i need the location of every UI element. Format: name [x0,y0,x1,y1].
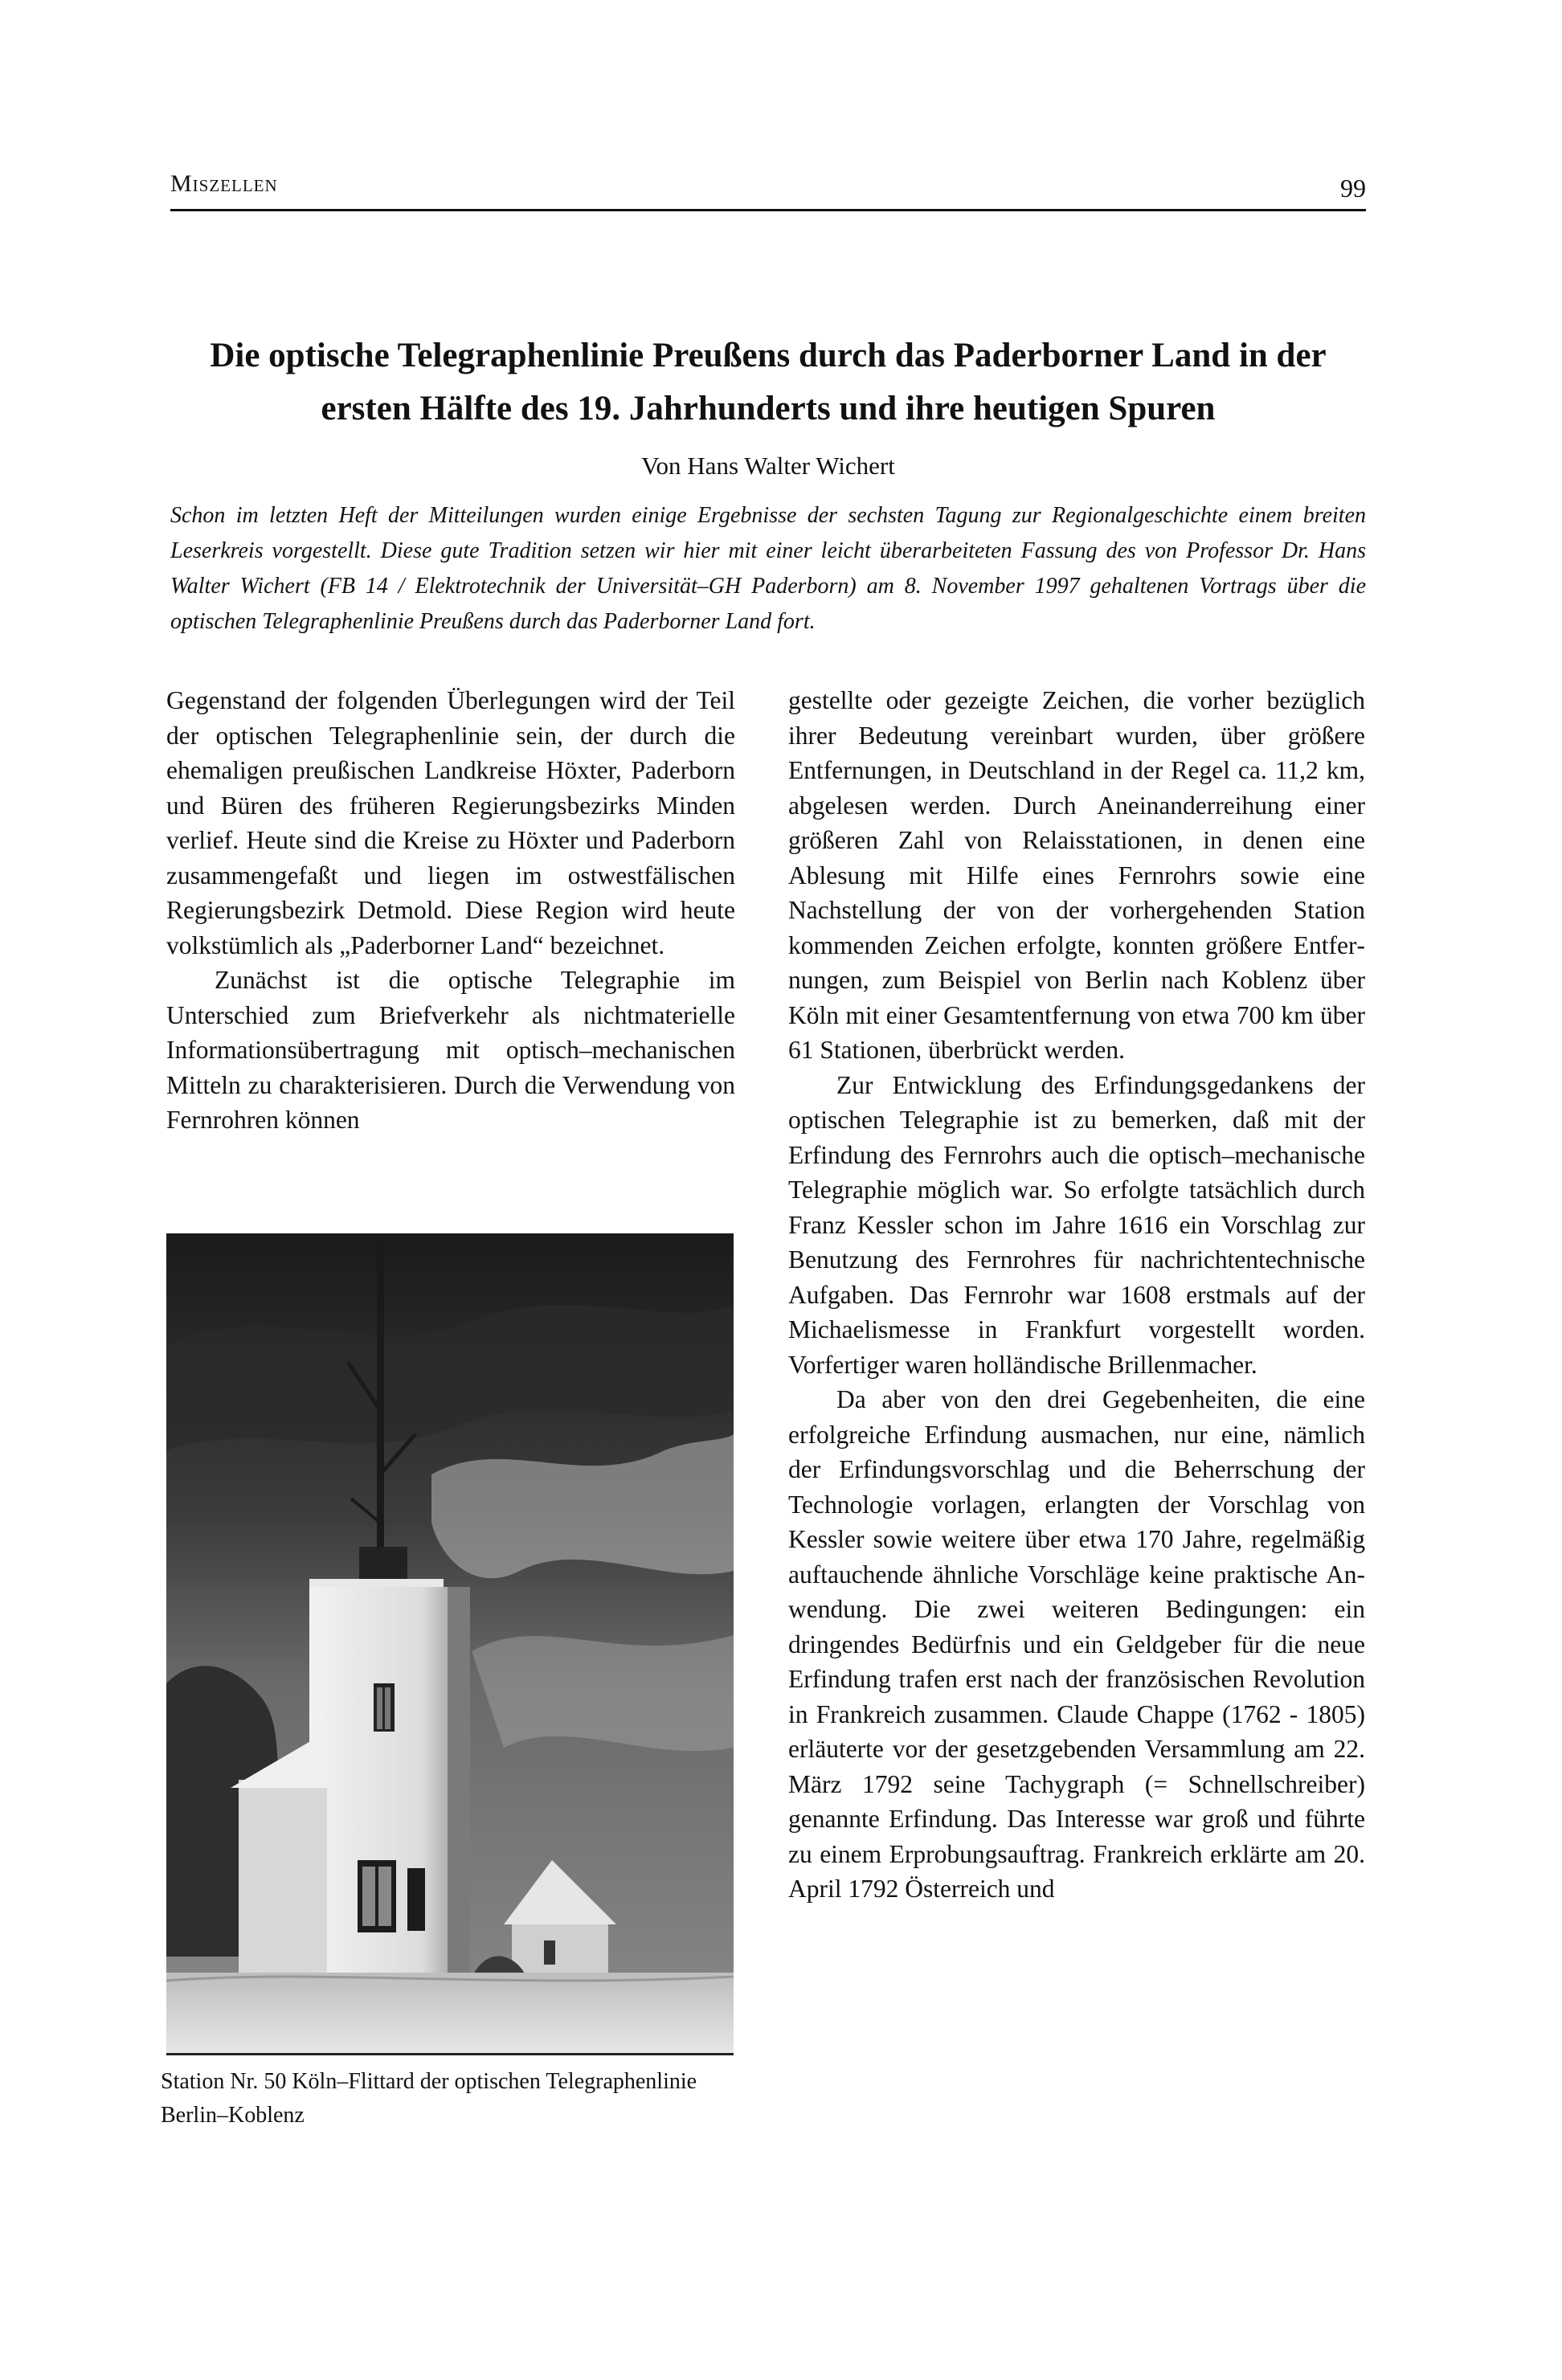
byline: Von Hans Walter Wichert [641,452,895,480]
station-photo-image [166,1233,734,2053]
station-photo [166,1233,734,2055]
article-title [170,329,1366,436]
paragraph: Da aber von den drei Gegebenheiten, die eine erfolgreiche Erfindung ausmachen, nur eine, nämlich der Erfindungsvorschlag und die Beherrschung der Technologie vorlagen, erlangten der Vorschlag von Kessler sowie weitere über etwa 170 Jahre, regelmäßig auftauchende ähnliche Vorschläge keine praktische Anwendung. Die zwei weiteren Bedingungen: ein dringendes Bedürfnis und ein Geldgeber für die neue Erfindung trafen erst nach der französischen Revolution in Frankreich zusammen. Claude Chappe (1762 - 1805) erläuterte vor der gesetzgebenden Versammlung am 22. März 1792 seine Tachygraph (= Schnellschreiber) genannte Erfindung. Das Interesse war groß und führte zu einem Erprobungsauftrag. Frankreich erklärte am 20. April 1792 Österreich und [788,1385,1365,1903]
section-title: Miszellen [170,170,278,197]
paragraph: Zunächst ist die optische Telegraphie im Unterschied zum Briefverkehr als nichtmaterielle Informationsübertragung mit optisch–mechanischen Mitteln zu charakterisieren. Durch die Verwendung von Fernrohren können [166,966,735,1134]
paragraph: Zur Entwicklung des Erfindungsgedankens der optischen Telegraphie ist zu bemerken, daß mit der Erfindung des Fernrohrs auch die optisch–mechanische Telegraphie möglich war. So erfolgte tatsächlich durch Franz Kessler schon im Jahre 1616 ein Vorschlag zur Benutzung des Fernrohres für nachrichtentechnische Aufgaben. Das Fernrohr war 1608 erstmals auf der Michaelismesse in Frankfurt vorgestellt worden. Vorfertiger waren holländische Brillenmacher. [788,1070,1365,1379]
figure-caption: Station Nr. 50 Köln–Flittard der optischen Telegraphenlinie Berlin–Koblenz [161,2069,697,2128]
paragraph: gestellte oder gezeigte Zeichen, die vorher bezüglich ihrer Bedeutung vereinbart wurden, über größere Entfernungen, in Deutschland in der Regel ca. 11,2 km, abgelesen werden. Durch Aneinanderreihung einer größeren Zahl von Relaisstationen, in denen eine Ablesung mit Hilfe eines Fernrohrs sowie eine Nachstellung der von der vorhergehenden Station kommenden Zeichen erfolgte, konnten größere Entfernungen, zum Beispiel von Berlin nach Koblenz über Köln mit einer Gesamtentfernung von etwa 700 km über 61 Stationen, überbrückt werden. [788,686,1365,1064]
article-title-line-2: ersten Hälfte des 19. Jahrhunderts und ihre heutigen Spuren [321,390,1216,427]
left-column [166,683,735,1138]
running-head [170,170,1366,211]
right-column [788,683,1365,1907]
article-title-line-1: Die optische Telegraphenlinie Preußens durch das Paderborner Land in der [210,337,1327,374]
page-number: 99 [1340,174,1366,202]
paragraph: Gegenstand der folgenden Überlegungen wird der Teil der optischen Telegraphenlinie sein, der durch die ehemaligen preußischen Landkreise Höxter, Paderborn und Büren des früheren Regierungsbezirks Minden verlief. Heute sind die Kreise zu Höxter und Paderborn zusammengefaßt und liegen im ostwestfälischen Regierungsbezirk Detmold. Diese Region wird heute volkstümlich als „Paderborner Land“ bezeichnet. [166,686,735,959]
abstract: Schon im letzten Heft der Mitteilungen wurden einige Ergebnisse der sechsten Tagung zur Regionalgeschichte einem breiten Leserkreis vorgestellt. Diese gute Tradition setzen wir hier mit einer leicht überarbeiteten Fassung des von Professor Dr. Hans Walter Wichert (FB 14 / Elektrotechnik der Universität–GH Paderborn) am 8. November 1997 gehaltenen Vortrags über die optischen Telegraphenlinie Preußens durch das Paderborner Land fort. [170,503,1366,634]
